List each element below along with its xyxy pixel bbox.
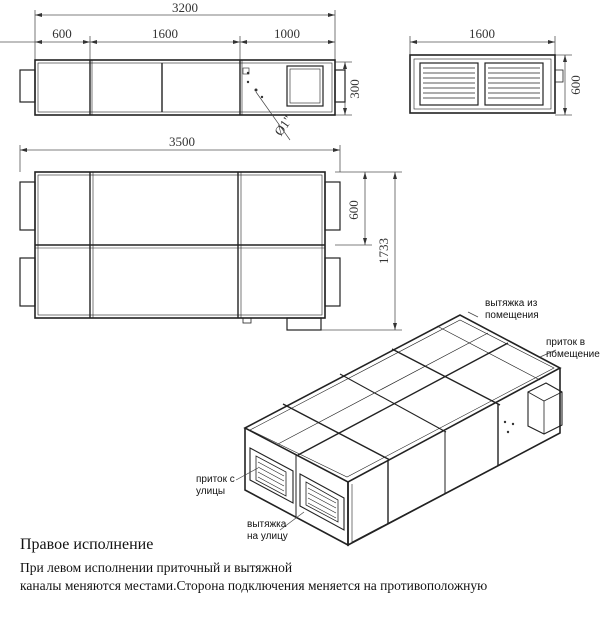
label-supply-from-street: приток с — [196, 474, 235, 485]
dim-plan-length: 3500 — [169, 134, 195, 149]
label-exhaust-from-room: вытяжка из — [485, 298, 538, 309]
label-supply-from-street-2: улицы — [196, 486, 226, 497]
dim-side-height: 600 — [568, 75, 583, 95]
dim-top-seg2: 1600 — [152, 26, 178, 41]
dim-top-seg3: 1000 — [274, 26, 300, 41]
dim-top-seg1: 600 — [52, 26, 72, 41]
dim-plan-total: 1733 — [376, 238, 391, 264]
dim-top-total: 3200 — [172, 0, 198, 15]
label-exhaust-to-street: вытяжка — [247, 519, 287, 530]
side-view — [410, 36, 572, 115]
label-supply-to-room: приток в — [546, 337, 586, 348]
label-supply-to-room-2: помещение — [546, 349, 600, 360]
label-exhaust-from-room-2: помещения — [485, 310, 539, 321]
caption-line-1: При левом исполнении приточный и вытяжной — [20, 560, 293, 575]
dim-top-height: 300 — [347, 79, 362, 99]
label-exhaust-to-street-2: на улицу — [247, 531, 288, 542]
dim-pipe: Ø1" — [271, 112, 296, 139]
isometric-view — [236, 312, 562, 545]
caption-title: Правое исполнение — [20, 536, 154, 553]
dim-plan-height: 600 — [346, 200, 361, 220]
plan-view — [20, 145, 402, 330]
dim-side-width: 1600 — [469, 26, 495, 41]
caption-line-2: каналы меняются местами.Сторона подключения меняется на противоположную — [20, 578, 488, 593]
